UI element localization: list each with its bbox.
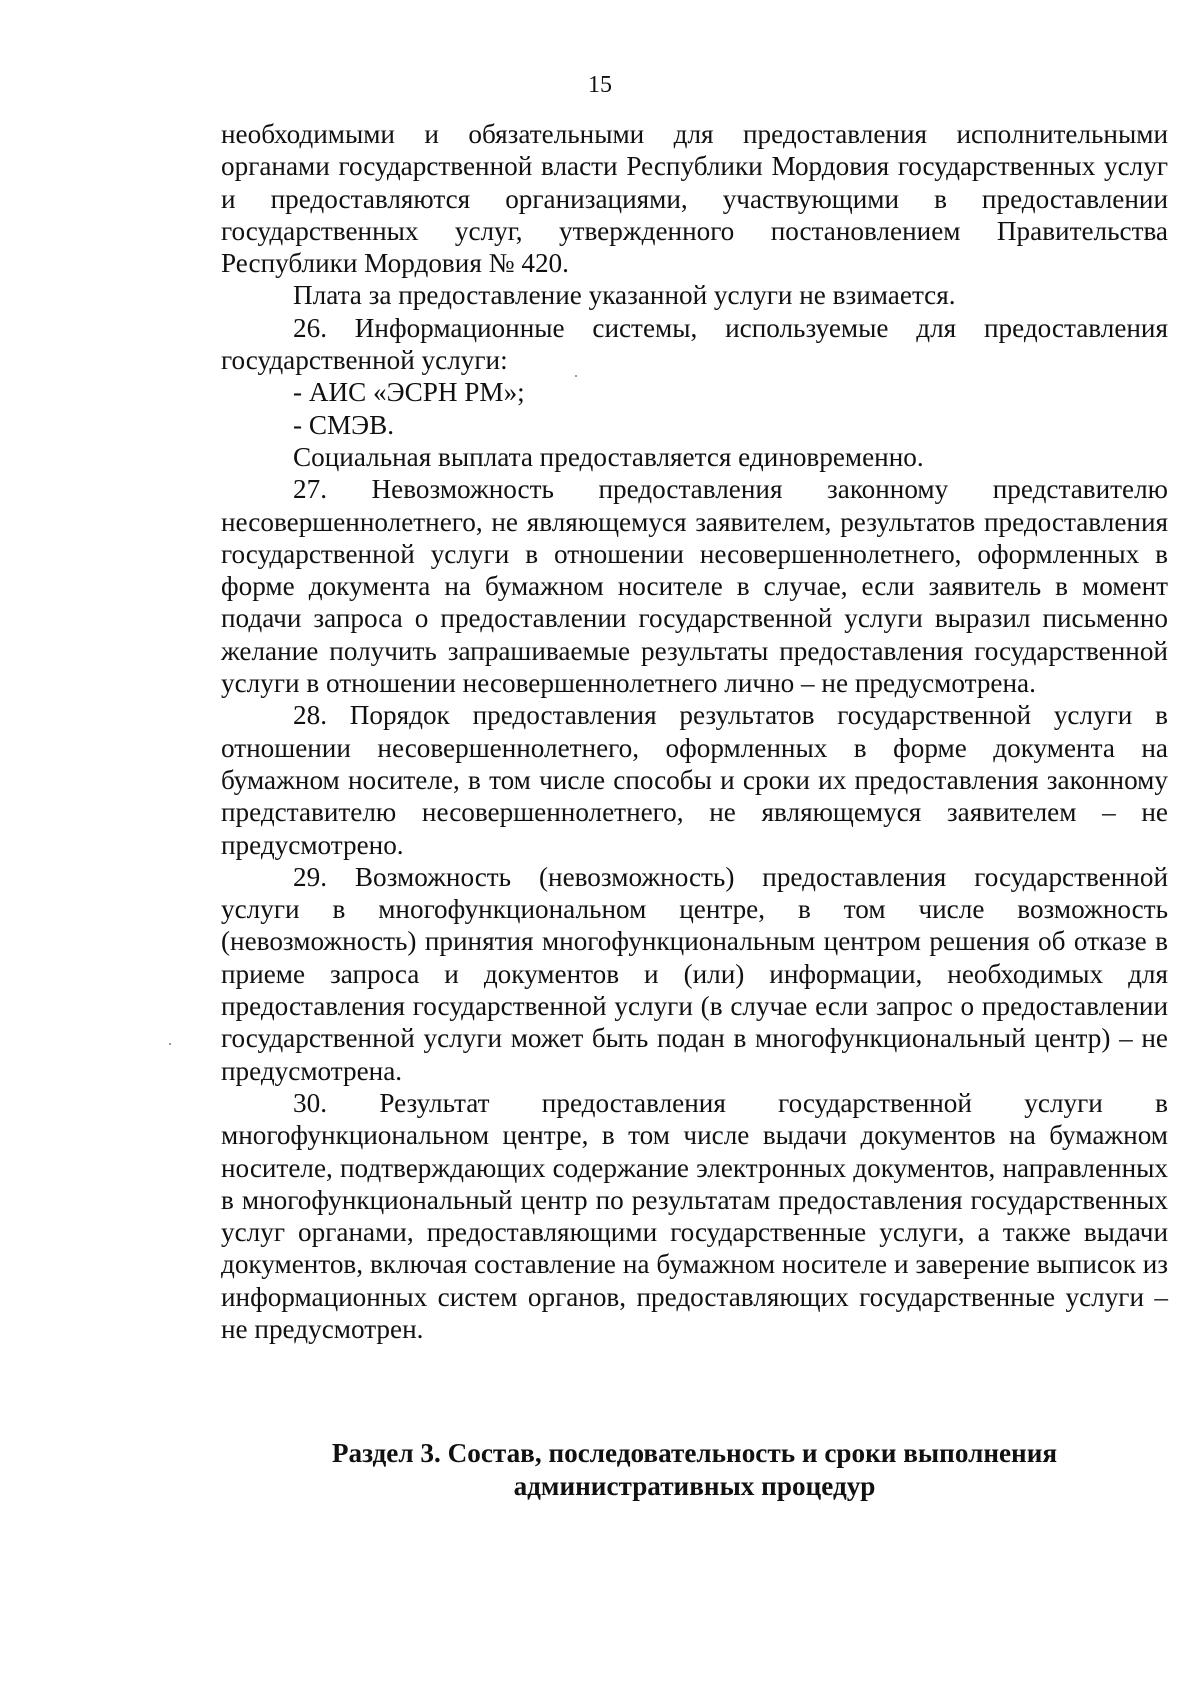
paragraph-continuation: необходимыми и обязательными для предоставления исполнительными органами государственной власти Республики Мордовия государственных услуг и предоставляются организациями, участвующими в предоставлении государственных услуг, утвержденного постановлением Правительства Республики Мордовия № 420. <box>221 119 1168 279</box>
paragraph-28: 28. Порядок предоставления результатов государственной услуги в отношении несовершеннолетнего, оформленных в форме документа на бумажном носителе, в том числе способы и сроки их предоставления законному представителю несовершеннолетнего, не являющемуся заявителем – не предусмотрено. <box>221 700 1168 860</box>
section-heading <box>221 1437 1168 1503</box>
paragraph-payment: Социальная выплата предоставляется единовременно. <box>293 441 924 472</box>
section-heading-line-1: Раздел 3. Состав, последовательность и сроки выполнения <box>331 1438 1058 1468</box>
scan-speck <box>575 375 577 377</box>
section-heading-line-2: административных процедур <box>513 1471 876 1501</box>
paragraph-29: 29. Возможность (невозможность) предоставления государственной услуги в многофункциональном центре, в том числе возможность (невозможность) принятия многофункциональным центром решения об отказе в приеме запроса и документов и (или) информации, необходимых для предоставления государственной услуги (в случае если запрос о предоставлении государственной услуги может быть подан в многофункциональный центр) – не предусмотрена. <box>221 861 1168 1086</box>
paragraph-30: 30. Результат предоставления государственной услуги в многофункциональном центре, в том числе выдачи документов на бумажном носителе, подтверждающих содержание электронных документов, направленных в многофункциональный центр по результатам предоставления государственных услуг органами, предоставляющими государственные услуги, а также выдачи документов, включая составление на бумажном носителе и заверение выписок из информационных систем органов, предоставляющих государственные услуги – не предусмотрен. <box>221 1087 1168 1344</box>
body-text <box>221 118 1168 1345</box>
scan-speck <box>169 1043 171 1045</box>
paragraph-27: 27. Невозможность предоставления законному представителю несовершеннолетнего, не являющемуся заявителем, результатов предоставления государственной услуги в отношении несовершеннолетнего, оформленных в форме документа на бумажном носителе в случае, если заявитель в момент подачи запроса о предоставлении государственной услуги выразил письменно желание получить запрашиваемые результаты предоставления государственной услуги в отношении несовершеннолетнего лично – не предусмотрена. <box>221 474 1168 699</box>
page-number: 15 <box>588 72 612 98</box>
list-item-ais: - АИС «ЭСРН РМ»; <box>293 377 525 408</box>
paragraph-26: 26. Информационные системы, используемые для предоставления государственной услуги: <box>221 312 1168 376</box>
paragraph-fee: Плата за предоставление указанной услуги не взимается. <box>293 280 956 311</box>
list-item-smev: - СМЭВ. <box>293 409 395 440</box>
